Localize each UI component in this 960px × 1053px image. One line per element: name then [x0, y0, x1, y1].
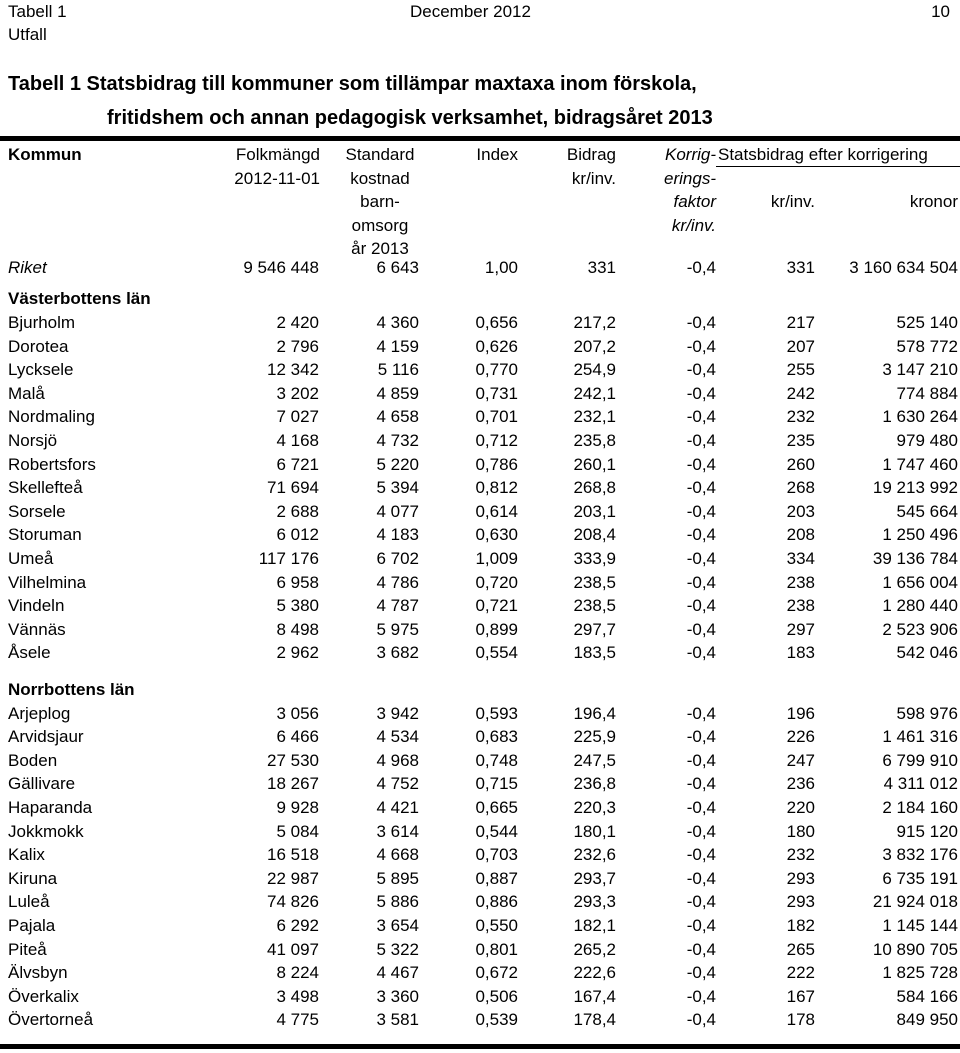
- kommun-name: Norsjö: [8, 431, 58, 450]
- table-cell: 238: [786, 596, 815, 616]
- table-cell: 0,506: [475, 986, 518, 1006]
- table-cell: 8 498: [276, 619, 319, 639]
- table-cell: 334: [786, 549, 815, 568]
- table-cell: 333,9: [573, 549, 616, 568]
- table-cell: 238: [786, 572, 815, 592]
- table-cell: 232: [786, 407, 815, 427]
- kommun-name: Dorotea: [8, 336, 69, 356]
- table-cell: -0,4: [686, 821, 716, 841]
- table-cell: 236,8: [573, 774, 616, 794]
- table-cell: 6 958: [276, 572, 319, 592]
- statsbidrag-underline: [716, 166, 960, 167]
- kommun-name: Kalix: [8, 845, 45, 865]
- table-cell: 0,712: [475, 431, 518, 450]
- table-cell: 4 183: [376, 525, 419, 545]
- table-cell: 5 322: [376, 939, 419, 959]
- table-cell: 208: [786, 525, 815, 545]
- table-cell: 1 747 460: [882, 454, 958, 474]
- table-cell: -0,4: [686, 360, 716, 380]
- table-cell: 0,701: [475, 407, 518, 427]
- table-cell: 182,1: [573, 915, 616, 935]
- header-statsbidrag-group: Statsbidrag efter korrigering: [718, 145, 928, 164]
- table-cell: 117 176: [258, 549, 319, 568]
- header-folkmangd: Folkmängd: [235, 145, 320, 164]
- header-korrigeringsfaktor: erings-: [664, 168, 716, 188]
- table-cell: -0,4: [686, 478, 716, 498]
- table-cell: 331: [587, 258, 616, 277]
- table-cell: 0,672: [475, 963, 518, 983]
- table-cell: 4 421: [376, 797, 419, 817]
- header-bidrag: Bidrag: [566, 145, 616, 164]
- table-cell: 293,3: [573, 892, 616, 912]
- table-cell: 297,7: [573, 619, 616, 639]
- table-cell: 232: [786, 845, 815, 865]
- header-left-line2: Utfall: [8, 25, 47, 44]
- table-cell: 6 012: [276, 525, 319, 545]
- table-cell: 6 735 191: [882, 868, 958, 888]
- table-cell: 4 732: [376, 431, 419, 450]
- kommun-name: Övertorneå: [8, 1010, 94, 1030]
- table-cell: 2 523 906: [882, 619, 958, 639]
- table-cell: 182: [786, 915, 815, 935]
- table-cell: 542 046: [896, 643, 958, 663]
- table-cell: 545 664: [896, 501, 958, 521]
- table-cell: 293: [786, 868, 815, 888]
- table-cell: 254,9: [573, 360, 616, 380]
- table-cell: -0,4: [686, 383, 716, 403]
- table-cell: 0,703: [475, 845, 518, 865]
- table-cell: 208,4: [573, 525, 616, 545]
- table-title-line1: Tabell 1 Statsbidrag till kommuner som tillämpar maxtaxa inom förskola,: [8, 73, 697, 95]
- header-korrigeringsfaktor: kr/inv.: [671, 215, 716, 235]
- table-cell: 167: [786, 986, 815, 1006]
- table-cell: 6 643: [376, 258, 419, 277]
- table-cell: 1 630 264: [882, 407, 958, 427]
- header-center: December 2012: [410, 2, 531, 21]
- table-cell: -0,4: [686, 454, 716, 474]
- table-cell: 18 267: [267, 774, 319, 794]
- table-cell: 0,731: [475, 383, 518, 403]
- table-cell: 265,2: [573, 939, 616, 959]
- table-cell: 247: [786, 750, 815, 770]
- header-standard: barn-: [360, 192, 400, 211]
- header-bidrag: kr/inv.: [571, 168, 616, 188]
- table-cell: -0,4: [686, 868, 716, 888]
- header-korrigeringsfaktor: faktor: [673, 192, 716, 211]
- table-cell: 27 530: [267, 750, 319, 770]
- table-cell: 0,656: [475, 313, 518, 332]
- table-cell: 774 884: [896, 383, 958, 403]
- table-cell: -0,4: [686, 797, 716, 817]
- table-cell: 5 886: [376, 892, 419, 912]
- table-cell: 220,3: [573, 797, 616, 817]
- table-cell: -0,4: [686, 407, 716, 427]
- table-cell: 4 775: [276, 1010, 319, 1030]
- table-cell: 598 976: [896, 703, 958, 723]
- table-cell: 268: [786, 478, 815, 498]
- kommun-name: Skellefteå: [8, 478, 83, 498]
- table-cell: 4 787: [376, 596, 419, 616]
- header-standard: omsorg: [351, 215, 409, 235]
- table-cell: -0,4: [686, 525, 716, 545]
- table-cell: -0,4: [686, 963, 716, 983]
- table-cell: 9 928: [276, 797, 319, 817]
- kommun-name: Vännäs: [8, 619, 66, 639]
- kommun-name: Haparanda: [8, 797, 93, 817]
- table-cell: 5 220: [376, 454, 419, 474]
- header-standard: kostnad: [350, 168, 410, 188]
- table-cell: 232,6: [573, 845, 616, 865]
- table-cell: 21 924 018: [872, 892, 958, 912]
- table-cell: 979 480: [896, 431, 958, 450]
- table-cell: 3 942: [376, 703, 419, 723]
- table-cell: 242: [786, 383, 815, 403]
- table-cell: 225,9: [573, 727, 616, 747]
- table-cell: 2 688: [276, 501, 319, 521]
- section-heading: Västerbottens län: [8, 289, 151, 308]
- table-cell: -0,4: [686, 596, 716, 616]
- table-cell: 525 140: [896, 313, 958, 332]
- table-cell: 178: [786, 1010, 815, 1030]
- table-cell: 226: [786, 727, 815, 747]
- table-cell: 255: [786, 360, 815, 380]
- kommun-name: Storuman: [8, 525, 82, 545]
- kommun-name: Gällivare: [8, 774, 76, 794]
- table-cell: 0,544: [475, 821, 518, 841]
- table-cell: 9 546 448: [243, 258, 319, 277]
- table-cell: 0,748: [475, 750, 518, 770]
- table-cell: 6 292: [276, 915, 319, 935]
- table-cell: 0,899: [475, 619, 518, 639]
- table-cell: 6 466: [276, 727, 319, 747]
- table-cell: 19 213 992: [872, 478, 958, 498]
- table-cell: 3 498: [276, 986, 319, 1006]
- header-standard: år 2013: [351, 239, 409, 258]
- table-cell: 1,00: [484, 258, 518, 277]
- kommun-name: Vindeln: [8, 596, 65, 616]
- table-cell: 331: [786, 258, 815, 277]
- table-cell: 3 682: [376, 643, 419, 663]
- table-cell: 3 147 210: [882, 360, 958, 380]
- table-cell: 4 360: [376, 313, 419, 332]
- table-cell: 7 027: [276, 407, 319, 427]
- header-korrigeringsfaktor: Korrig-: [664, 145, 716, 164]
- table-cell: 196,4: [573, 703, 616, 723]
- bottom-rule: [0, 1044, 960, 1049]
- table-cell: 578 772: [896, 336, 958, 356]
- table-cell: 207: [786, 336, 815, 356]
- table-cell: 207,2: [573, 336, 616, 356]
- table-cell: 260: [786, 454, 815, 474]
- table-cell: 3 360: [376, 986, 419, 1006]
- table-cell: 1 145 144: [882, 915, 958, 935]
- table-cell: -0,4: [686, 1010, 716, 1030]
- table-cell: 5 116: [377, 360, 419, 380]
- table-cell: 217: [786, 313, 815, 332]
- table-cell: 0,886: [475, 892, 518, 912]
- table-cell: 915 120: [896, 821, 958, 841]
- table-cell: 222,6: [573, 963, 616, 983]
- table-cell: 183,5: [573, 643, 616, 663]
- table-cell: 260,1: [573, 454, 616, 474]
- header-index: Index: [476, 145, 518, 164]
- table-cell: 6 799 910: [882, 750, 958, 770]
- table-cell: 39 136 784: [872, 549, 958, 568]
- table-cell: 217,2: [573, 313, 616, 332]
- table-cell: 10 890 705: [872, 939, 958, 959]
- table-cell: 4 668: [376, 845, 419, 865]
- table-cell: 242,1: [573, 383, 616, 403]
- table-cell: 0,812: [475, 478, 518, 498]
- table-cell: 178,4: [573, 1010, 616, 1030]
- table-cell: 235,8: [573, 431, 616, 450]
- table-cell: 1 656 004: [882, 572, 958, 592]
- table-cell: 584 166: [896, 986, 958, 1006]
- table-cell: 0,554: [475, 643, 518, 663]
- header-folkmangd: 2012-11-01: [234, 168, 320, 188]
- table-cell: 0,593: [475, 703, 518, 723]
- table-cell: 293,7: [573, 868, 616, 888]
- kommun-name: Arvidsjaur: [8, 727, 84, 747]
- title-rule: [0, 136, 960, 141]
- table-cell: 0,770: [475, 360, 518, 380]
- kommun-name: Nordmaling: [8, 407, 95, 427]
- kommun-name: Boden: [8, 750, 58, 770]
- table-cell: 0,630: [475, 525, 518, 545]
- table-cell: 849 950: [896, 1010, 958, 1030]
- table-cell: -0,4: [686, 619, 716, 639]
- table-cell: 232,1: [573, 407, 616, 427]
- table-cell: 0,665: [475, 797, 518, 817]
- header-sb-krinv: kr/inv.: [770, 192, 815, 211]
- table-cell: -0,4: [686, 727, 716, 747]
- table-cell: 2 962: [276, 643, 319, 663]
- table-cell: 4 859: [376, 383, 419, 403]
- kommun-name: Överkalix: [8, 986, 79, 1006]
- kommun-name: Vilhelmina: [8, 572, 87, 592]
- table-cell: 3 056: [276, 703, 319, 723]
- table-cell: 247,5: [573, 750, 616, 770]
- table-cell: 5 394: [376, 478, 419, 498]
- kommun-name: Jokkmokk: [8, 821, 84, 841]
- table-cell: -0,4: [686, 915, 716, 935]
- table-cell: 6 721: [276, 454, 319, 474]
- table-cell: -0,4: [686, 939, 716, 959]
- table-cell: 6 702: [376, 549, 419, 568]
- table-cell: 1,009: [475, 549, 518, 568]
- table-cell: 203: [786, 501, 815, 521]
- table-cell: 196: [786, 703, 815, 723]
- kommun-name: Älvsbyn: [8, 963, 68, 983]
- table-cell: 4 658: [376, 407, 419, 427]
- table-cell: -0,4: [686, 431, 716, 450]
- table-cell: 236: [786, 774, 815, 794]
- header-sb-kronor: kronor: [909, 192, 958, 211]
- table-cell: 5 380: [276, 596, 319, 616]
- table-cell: 4 467: [376, 963, 419, 983]
- header-standard: Standard: [345, 145, 415, 164]
- table-cell: -0,4: [686, 258, 716, 277]
- table-cell: 0,683: [475, 727, 518, 747]
- table-cell: 16 518: [267, 845, 319, 865]
- table-cell: -0,4: [686, 549, 716, 568]
- table-cell: -0,4: [686, 986, 716, 1006]
- table-cell: 4 968: [376, 750, 419, 770]
- table-cell: 1 461 316: [882, 727, 958, 747]
- table-cell: 0,721: [475, 596, 518, 616]
- kommun-name: Kiruna: [8, 868, 58, 888]
- table-cell: 5 895: [376, 868, 419, 888]
- table-cell: 0,550: [475, 915, 518, 935]
- table-cell: 0,626: [475, 336, 518, 356]
- table-cell: 8 224: [276, 963, 319, 983]
- table-cell: 4 786: [376, 572, 419, 592]
- table-cell: 2 796: [276, 336, 319, 356]
- header-left-line1: Tabell 1: [8, 2, 67, 21]
- header-kommun: Kommun: [8, 145, 82, 164]
- table-cell: 71 694: [267, 478, 319, 498]
- table-cell: -0,4: [686, 336, 716, 356]
- kommun-name: Robertsfors: [8, 454, 96, 474]
- page-number: 10: [931, 2, 950, 21]
- table-cell: 183: [786, 643, 815, 663]
- table-cell: 220: [786, 797, 815, 817]
- table-cell: 4 077: [376, 501, 419, 521]
- table-cell: 3 654: [376, 915, 419, 935]
- table-cell: 22 987: [267, 868, 319, 888]
- kommun-name: Lycksele: [8, 360, 74, 380]
- table-cell: 3 160 634 504: [849, 258, 958, 277]
- table-cell: -0,4: [686, 703, 716, 723]
- table-cell: 167,4: [573, 986, 616, 1006]
- table-cell: -0,4: [686, 892, 716, 912]
- table-cell: 0,801: [475, 939, 518, 959]
- kommun-name: Umeå: [8, 549, 54, 568]
- table-cell: 41 097: [267, 939, 319, 959]
- table-cell: 1 250 496: [882, 525, 958, 545]
- kommun-name: Luleå: [8, 892, 50, 912]
- table-cell: 268,8: [573, 478, 616, 498]
- table-cell: -0,4: [686, 750, 716, 770]
- kommun-name: Bjurholm: [8, 313, 76, 332]
- table-cell: 180,1: [573, 821, 616, 841]
- table-cell: -0,4: [686, 774, 716, 794]
- table-cell: 293: [786, 892, 815, 912]
- kommun-name: Malå: [8, 383, 45, 403]
- table-cell: 12 342: [267, 360, 319, 380]
- table-cell: 238,5: [573, 572, 616, 592]
- table-cell: 1 280 440: [882, 596, 958, 616]
- table-cell: 74 826: [267, 892, 319, 912]
- table-cell: 2 420: [276, 313, 319, 332]
- table-cell: 4 159: [376, 336, 419, 356]
- table-cell: 3 581: [376, 1010, 419, 1030]
- table-cell: 4 752: [376, 774, 419, 794]
- table-cell: 235: [786, 431, 815, 450]
- table-cell: 4 168: [276, 431, 319, 450]
- table-cell: 238,5: [573, 596, 616, 616]
- table-cell: 4 534: [376, 727, 419, 747]
- table-cell: 297: [786, 619, 815, 639]
- table-cell: 3 202: [276, 383, 319, 403]
- kommun-name: Arjeplog: [8, 703, 71, 723]
- table-cell: 180: [786, 821, 815, 841]
- table-cell: -0,4: [686, 572, 716, 592]
- table-cell: 5 084: [276, 821, 319, 841]
- section-heading: Norrbottens län: [8, 679, 135, 699]
- table-cell: -0,4: [686, 501, 716, 521]
- table-cell: 2 184 160: [882, 797, 958, 817]
- table-cell: 0,614: [475, 501, 518, 521]
- table-cell: 222: [786, 963, 815, 983]
- table-cell: -0,4: [686, 313, 716, 332]
- table-cell: 0,539: [475, 1010, 518, 1030]
- table-cell: -0,4: [686, 643, 716, 663]
- table-cell: 0,786: [475, 454, 518, 474]
- kommun-name: Åsele: [8, 643, 51, 663]
- table-cell: 3 832 176: [882, 845, 958, 865]
- table-title-line2: fritidshem och annan pedagogisk verksamhet, bidragsåret 2013: [107, 107, 713, 129]
- table-cell: -0,4: [686, 845, 716, 865]
- table-cell: 4 311 012: [883, 774, 958, 794]
- kommun-name: Piteå: [8, 939, 47, 959]
- table-cell: 5 975: [376, 619, 419, 639]
- table-cell: 0,715: [475, 774, 518, 794]
- table-cell: 1 825 728: [882, 963, 958, 983]
- table-cell: 0,887: [475, 868, 518, 888]
- riket-label: Riket: [8, 258, 47, 277]
- table-cell: 203,1: [573, 501, 616, 521]
- kommun-name: Pajala: [8, 915, 56, 935]
- table-cell: 265: [786, 939, 815, 959]
- kommun-name: Sorsele: [8, 501, 66, 521]
- table-cell: 3 614: [376, 821, 419, 841]
- table-cell: 0,720: [475, 572, 518, 592]
